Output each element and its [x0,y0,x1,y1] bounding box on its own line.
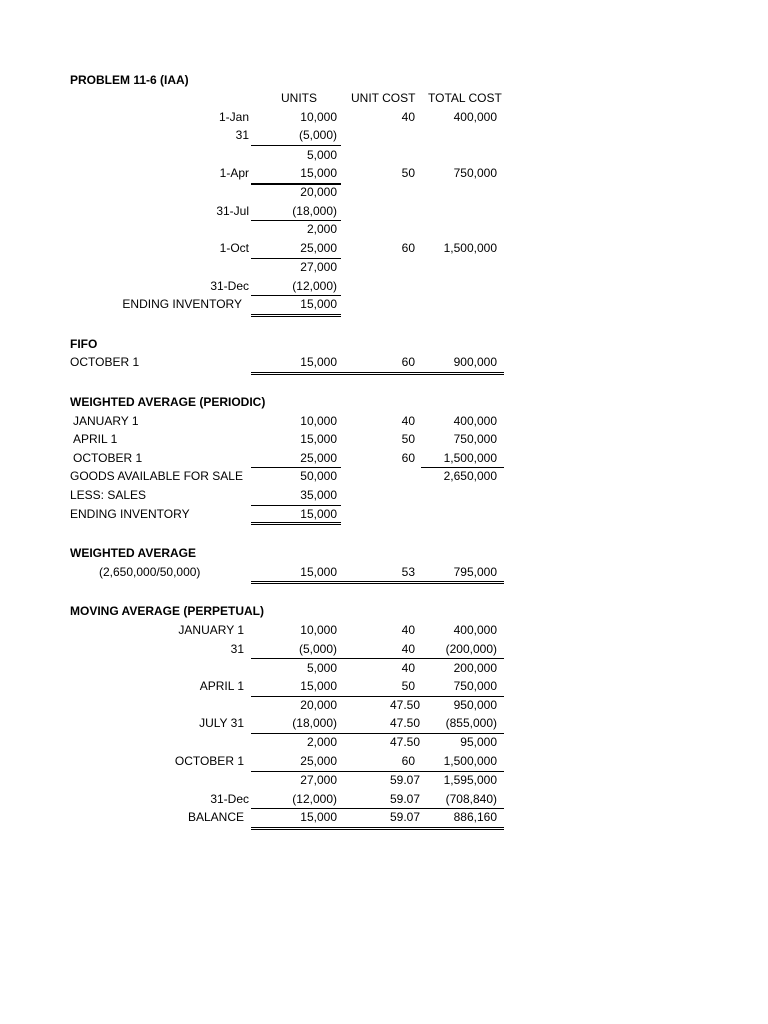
flow-units: 25,000 [300,241,337,255]
fifo-units: 15,000 [300,355,337,369]
flow-unit-cost: 50 [401,166,415,180]
flow-units: 5,000 [306,148,337,162]
rule [251,258,341,259]
mv-label: 31 [230,642,244,656]
flow-units: (12,000) [292,279,337,293]
mv-total: (708,840) [445,792,497,806]
mv-total: (855,000) [445,716,497,730]
mv-label: JULY 31 [199,716,244,730]
wap-total: 750,000 [453,432,497,446]
flow-unit-cost: 40 [401,110,415,124]
mv-total: (200,000) [445,642,497,656]
mv-label: JANUARY 1 [178,623,244,637]
double-rule [251,829,504,830]
wap-unit-cost: 60 [401,451,415,465]
mv-unit-cost: 59.07 [389,773,420,787]
flow-label: 1-Apr [219,166,249,180]
flow-units: 10,000 [300,110,337,124]
flow-unit-cost: 60 [401,241,415,255]
flow-label: 31-Jul [216,204,249,218]
flow-total: 750,000 [453,166,497,180]
double-rule [251,581,504,582]
wap-label: GOODS AVAILABLE FOR SALE [70,469,243,483]
wa-periodic-heading: WEIGHTED AVERAGE (PERIODIC) [70,395,266,409]
wa-label: (2,650,000/50,000) [99,565,201,579]
mv-total: 750,000 [453,679,497,693]
flow-units: 15,000 [300,166,337,180]
wap-unit-cost: 50 [401,432,415,446]
flow-units: 27,000 [300,260,337,274]
flow-label: 31-Dec [210,279,249,293]
rule [251,808,504,809]
wa-unit-cost: 53 [401,565,415,579]
wap-total: 1,500,000 [443,451,497,465]
fifo-label: OCTOBER 1 [70,355,140,369]
double-rule [251,827,504,828]
mv-label: OCTOBER 1 [174,754,244,768]
rule [251,658,504,659]
rule [251,467,341,468]
mv-units: (12,000) [292,792,337,806]
wap-units: 50,000 [300,469,337,483]
flow-units: 2,000 [306,222,337,236]
double-rule [251,316,341,317]
mv-unit-cost: 40 [401,661,415,675]
mv-unit-cost: 50 [401,679,415,693]
rule [251,145,341,146]
double-rule [251,583,504,584]
rule [251,295,341,296]
flow-label: 1-Oct [219,241,249,255]
mv-units: 27,000 [300,773,337,787]
flow-total: 400,000 [453,110,497,124]
double-rule [251,314,341,315]
mv-units: 20,000 [300,698,337,712]
flow-total: 1,500,000 [443,241,497,255]
mv-units: 25,000 [300,754,337,768]
wap-label: OCTOBER 1 [73,451,143,465]
mv-label: 31-Dec [210,792,249,806]
mv-units: (5,000) [298,642,337,656]
mv-total: 950,000 [453,698,497,712]
mv-unit-cost: 40 [401,642,415,656]
header-unit-cost: UNIT COST [351,91,416,105]
rule [251,771,504,772]
header-total-cost: TOTAL COST [428,91,502,105]
mv-total: 886,160 [453,810,497,824]
wap-units: 15,000 [300,432,337,446]
double-rule [251,524,341,525]
wa-total: 795,000 [453,565,497,579]
rule [251,183,341,185]
mv-unit-cost: 40 [401,623,415,637]
wap-units: 15,000 [300,507,337,521]
rule [251,220,341,221]
page-title: PROBLEM 11-6 (IAA) [70,73,189,87]
wap-units: 10,000 [300,414,337,428]
wap-label: LESS: SALES [70,488,147,502]
mv-total: 200,000 [453,661,497,675]
rule [251,733,504,734]
flow-label: 31 [235,128,249,142]
flow-units: 20,000 [300,185,337,199]
mv-unit-cost: 47.50 [389,716,420,730]
mv-unit-cost: 47.50 [389,735,420,749]
flow-units: 15,000 [300,297,337,311]
mv-unit-cost: 60 [401,754,415,768]
flow-units: (18,000) [292,204,337,218]
rule [251,505,341,506]
mv-total: 400,000 [453,623,497,637]
wap-total: 400,000 [453,414,497,428]
fifo-total: 900,000 [453,355,497,369]
double-rule [251,374,504,375]
rule [251,696,504,697]
wa-units: 15,000 [300,565,337,579]
mv-units: 15,000 [300,810,337,824]
double-rule [251,372,504,373]
mv-total: 1,595,000 [443,773,497,787]
wa-heading: WEIGHTED AVERAGE [70,546,197,560]
moving-heading: MOVING AVERAGE (PERPETUAL) [70,604,265,618]
mv-unit-cost: 59.07 [389,810,420,824]
flow-label: ENDING INVENTORY [122,297,242,311]
mv-units: (18,000) [292,716,337,730]
mv-total: 95,000 [460,735,497,749]
wap-label: JANUARY 1 [73,414,139,428]
wap-units: 25,000 [300,451,337,465]
mv-units: 2,000 [306,735,337,749]
double-rule [251,522,341,523]
wap-label: ENDING INVENTORY [70,507,190,521]
mv-units: 10,000 [300,623,337,637]
mv-units: 5,000 [306,661,337,675]
wap-units: 35,000 [300,488,337,502]
flow-label: 1-Jan [218,110,249,124]
header-units: UNITS [281,91,317,105]
mv-label: BALANCE [187,810,244,824]
mv-total: 1,500,000 [443,754,497,768]
fifo-heading: FIFO [70,337,98,351]
mv-label: APRIL 1 [199,679,244,693]
mv-unit-cost: 47.50 [389,698,420,712]
flow-units: (5,000) [298,128,337,142]
wap-label: APRIL 1 [73,432,118,446]
mv-unit-cost: 59.07 [389,792,420,806]
wap-total: 2,650,000 [443,469,497,483]
rule [421,467,504,468]
mv-units: 15,000 [300,679,337,693]
wap-unit-cost: 40 [401,414,415,428]
fifo-unit-cost: 60 [401,355,415,369]
